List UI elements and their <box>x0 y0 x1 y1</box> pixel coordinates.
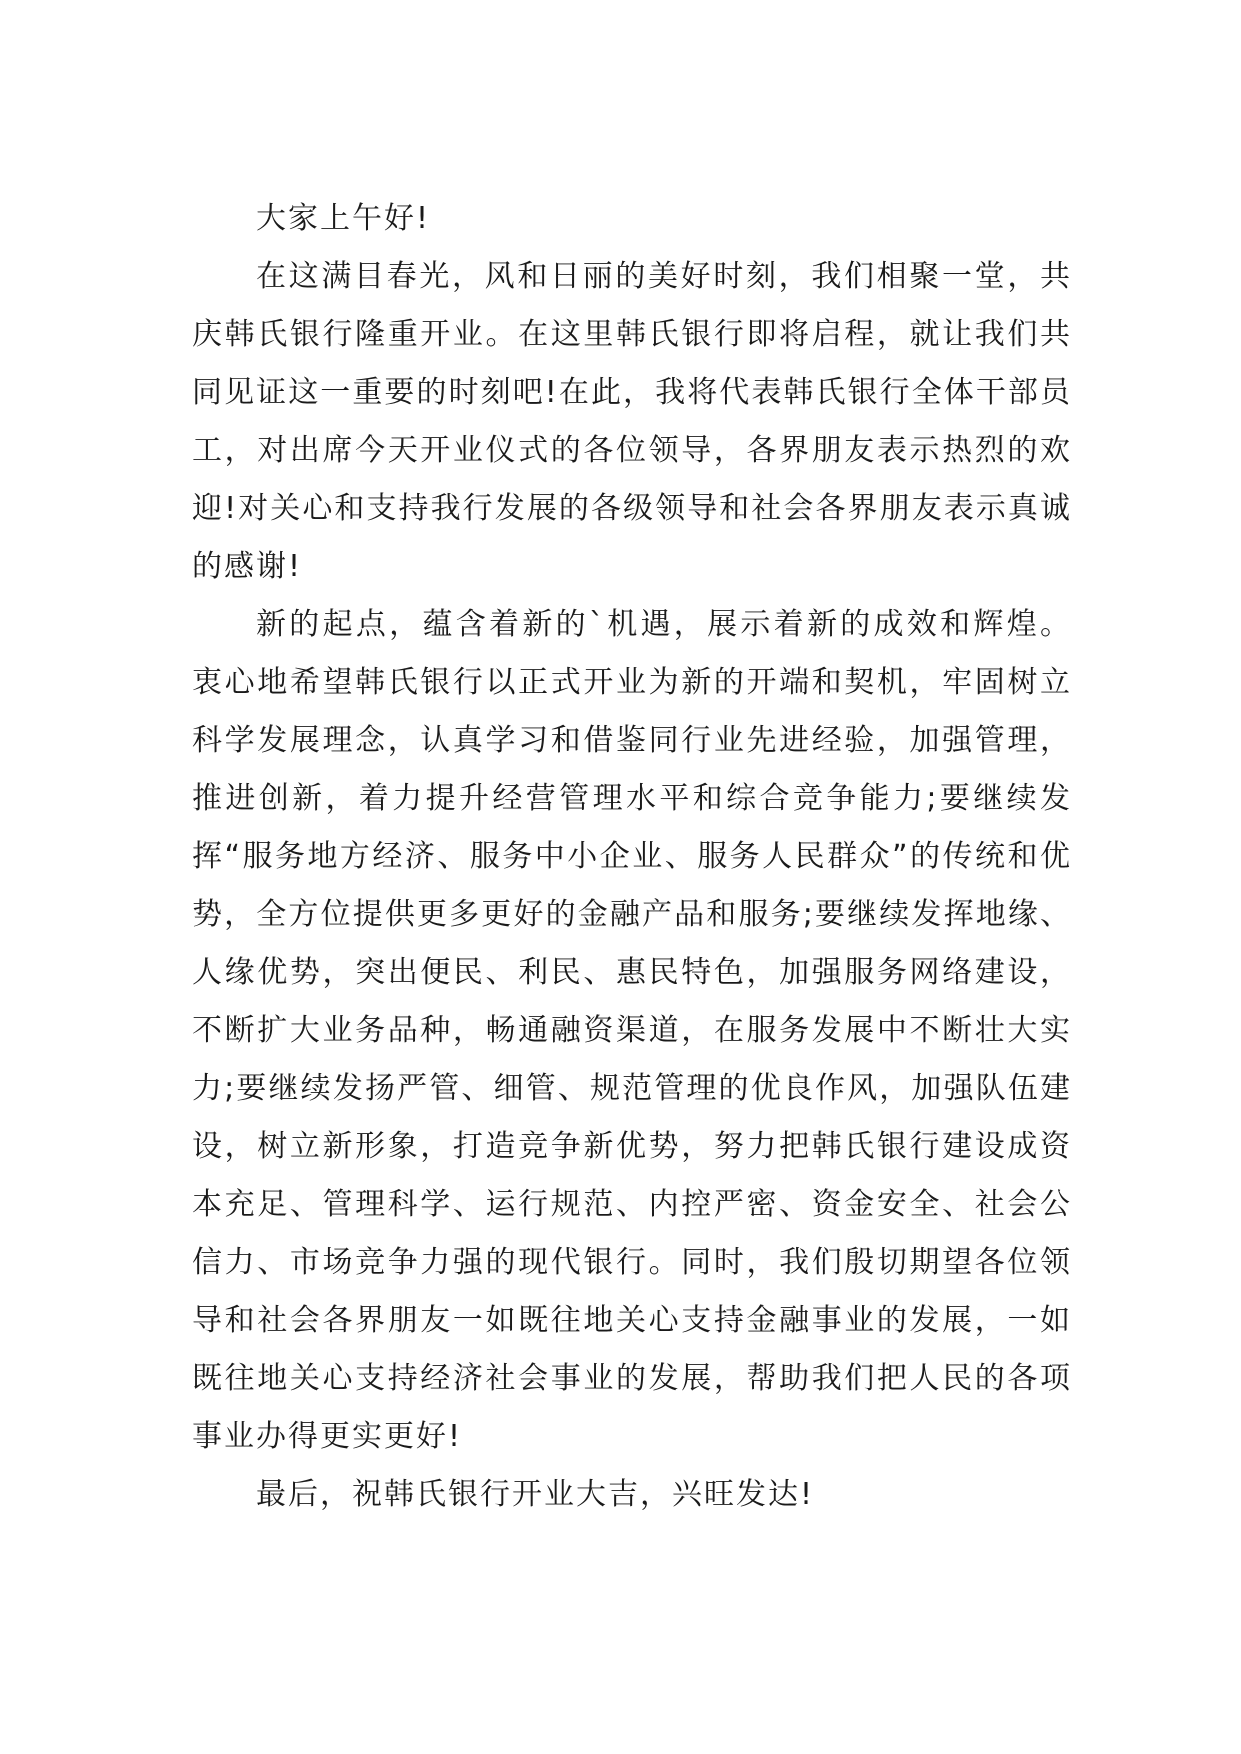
wishes-paragraph: 新的起点，蕴含着新的`机遇，展示着新的成效和辉煌。衷心地希望韩氏银行以正式开业为新的开端和契机，牢固树立科学发展理念，认真学习和借鉴同行业先进经验，加强管理，推进创新，着力提升经营管理水平和综合竞争能力;要继续发挥“服务地方经济、服务中小企业、服务人民群众”的传统和优势，全方位提供更多更好的金融产品和服务;要继续发挥地缘、人缘优势，突出便民、利民、惠民特色，加强服务网络建设，不断扩大业务品种，畅通融资渠道，在服务发展中不断壮大实力;要继续发扬严管、细管、规范管理的优良作风，加强队伍建设，树立新形象，打造竞争新优势，努力把韩氏银行建设成资本充足、管理科学、运行规范、内控严密、资金安全、社会公信力、市场竞争力强的现代银行。同时，我们殷切期望各位领导和社会各界朋友一如既往地关心支持金融事业的发展，一如既往地关心支持经济社会事业的发展，帮助我们把人民的各项事业办得更实更好! <box>192 607 1072 1454</box>
closing-paragraph: 最后，祝韩氏银行开业大吉，兴旺发达! <box>256 1477 815 1512</box>
welcome-paragraph: 在这满目春光，风和日丽的美好时刻，我们相聚一堂，共庆韩氏银行隆重开业。在这里韩氏银行即将启程，就让我们共同见证这一重要的时刻吧!在此，我将代表韩氏银行全体干部员工，对出席今天开业仪式的各位领导，各界朋友表示热烈的欢迎!对关心和支持我行发展的各级领导和社会各界朋友表示真诚的感谢! <box>192 259 1072 584</box>
greeting-paragraph: 大家上午好! <box>256 201 431 236</box>
speech-body <box>192 190 1072 1524</box>
